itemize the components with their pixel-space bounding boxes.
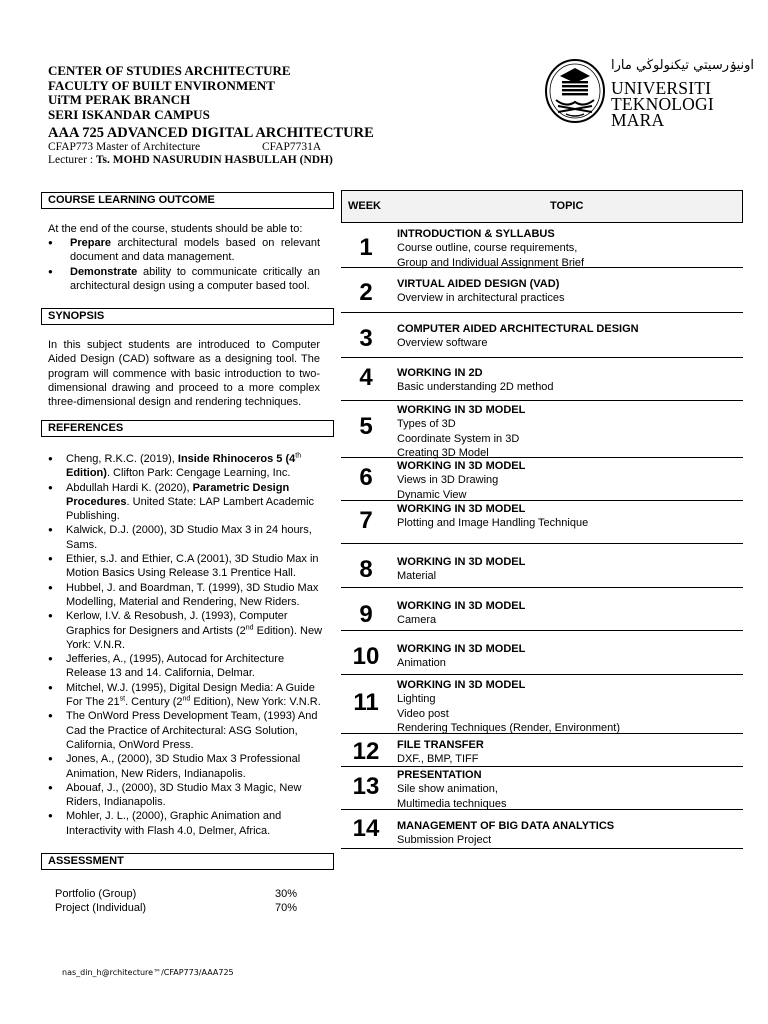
- list-item: [48, 481, 323, 524]
- topic-detail: Camera: [397, 614, 437, 627]
- topic-detail: Sile show animation,: [397, 783, 498, 796]
- week-number: 5: [359, 413, 373, 440]
- table-row: [341, 675, 743, 734]
- clo-verb: Demonstrate: [70, 265, 138, 278]
- table-row: [341, 588, 743, 631]
- week-number: 8: [359, 556, 373, 583]
- table-row: [341, 810, 743, 849]
- topic-title: WORKING IN 3D MODEL: [397, 679, 526, 691]
- week-number: 2: [359, 279, 373, 306]
- assessment-label: Portfolio (Group): [55, 888, 137, 900]
- week-number: 11: [353, 689, 379, 716]
- topic-title: WORKING IN 3D MODEL: [397, 643, 526, 655]
- logo-word: MARA: [611, 110, 665, 130]
- clo-text: architectural models based on relevant document and data management.: [70, 237, 320, 264]
- topic-cell: [397, 555, 525, 584]
- references-heading: REFERENCES: [41, 420, 334, 437]
- table-row: [341, 401, 743, 458]
- topic-title: INTRODUCTION & SYLLABUS: [397, 228, 555, 240]
- ref-text: Edition), New York: V.N.R.: [190, 696, 321, 709]
- clo-heading: COURSE LEARNING OUTCOME: [41, 192, 334, 209]
- topic-title: WORKING IN 3D MODEL: [397, 460, 526, 472]
- ref-sup: nd: [182, 695, 191, 703]
- topic-column-header: TOPIC: [550, 200, 584, 212]
- topic-title: WORKING IN 3D MODEL: [397, 600, 526, 612]
- lecturer-name: Ts. MOHD NASURUDIN HASBULLAH (NDH): [95, 154, 333, 166]
- list-item: ● Hubbel, J. and Boardman, T. (1999), 3D Studio Max Modelling, Material and Rendering, New Riders.: [48, 581, 323, 610]
- list-item: ● Ethier, s.J. and Ethier, C.A (2001), 3D Studio Max in Motion Basics Using Release 3.1 Prentice Hall.: [48, 552, 323, 581]
- topic-detail: Video post: [397, 707, 449, 720]
- weekly-schedule-table: [341, 190, 743, 849]
- assessment-percent: 30%: [275, 888, 298, 900]
- week-number: 12: [352, 738, 380, 765]
- topic-detail: Basic understanding 2D method: [397, 381, 554, 394]
- logo-word: UNIVERSITI: [611, 78, 712, 98]
- topic-detail: Rendering Techniques (Render, Environment): [397, 721, 620, 734]
- list-item: [48, 609, 323, 652]
- clo-list: [48, 236, 320, 293]
- ref-text: Mitchel, W.J. (1995), Digital Design Media: A Guide For The 21: [66, 681, 315, 709]
- topic-detail: Animation: [397, 657, 446, 670]
- table-row: [341, 358, 743, 401]
- topic-detail: Coordinate System in 3D: [397, 432, 520, 445]
- topic-title: VIRTUAL AIDED DESIGN (VAD): [397, 278, 560, 290]
- list-item: ● Jones, A., (2000), 3D Studio Max 3 Professional Animation, New Riders, Indianapolis.: [48, 752, 323, 781]
- topic-detail: Creating 3D Model: [397, 446, 489, 459]
- table-row: [341, 501, 743, 544]
- week-column-header: WEEK: [348, 200, 381, 212]
- table-row: [341, 223, 743, 268]
- list-item: ● Abouaf, J., (2000), 3D Studio Max 3 Magic, New Riders, Indianapolis.: [48, 781, 323, 810]
- table-header-row: [341, 190, 743, 223]
- ref-text: Kerlow, I.V. & Resobush, J. (1993), Computer Graphics for Designers and Artists (2: [66, 610, 288, 637]
- ref-title: Inside Rhinoceros 5 (4: [177, 453, 296, 465]
- ref-text: Abdullah Hardi K. (2020),: [66, 481, 193, 494]
- topic-title: FILE TRANSFER: [397, 739, 484, 751]
- topic-title: WORKING IN 3D MODEL: [397, 556, 526, 568]
- program-name: CFAP773 Master of Architecture: [48, 141, 201, 153]
- list-item: [48, 452, 323, 481]
- list-item: ● Jefferies, A., (1995), Autocad for Architecture Release 13 and 14. California, Delmar.: [48, 652, 323, 681]
- topic-detail: Multimedia techniques: [397, 797, 507, 810]
- topic-title: WORKING IN 3D MODEL: [397, 404, 526, 416]
- topic-detail: Overview software: [397, 337, 488, 350]
- table-row: [341, 458, 743, 501]
- clo-intro: At the end of the course, students should be able to:: [48, 223, 303, 235]
- logo-arabic-script: اونيۏرسيتي تيكنولوڬي مارا: [611, 58, 755, 73]
- ref-sup: th: [295, 452, 302, 460]
- topic-detail: Plotting and Image Handling Technique: [397, 517, 589, 530]
- topic-cell: [397, 459, 525, 502]
- topic-title: WORKING IN 3D MODEL: [397, 503, 526, 515]
- ref-sup: nd: [245, 623, 254, 631]
- table-row: [341, 767, 743, 810]
- assessment-row: [55, 901, 298, 915]
- assessment-percent: 70%: [275, 902, 298, 914]
- list-item: ● Mohler, J. L., (2000), Graphic Animation and Interactivity with Flash 4.0, Delmer, Africa.: [48, 809, 323, 838]
- topic-cell: [397, 322, 639, 351]
- clo-text: ability to communicate critically an architectural design using a computer based tool.: [70, 265, 320, 292]
- topic-detail: Material: [397, 570, 437, 583]
- topic-cell: [397, 403, 525, 460]
- topic-detail: Group and Individual Assignment Brief: [397, 256, 585, 269]
- header-line: UiTM PERAK BRANCH: [48, 92, 191, 107]
- table-row: [341, 268, 743, 313]
- topic-cell: [397, 366, 554, 395]
- week-number: 3: [359, 325, 373, 352]
- assessment-heading: ASSESSMENT: [41, 853, 334, 870]
- table-row: [341, 734, 743, 767]
- topic-detail: Overview in architectural practices: [397, 292, 565, 305]
- week-number: 9: [359, 601, 373, 628]
- week-number: 7: [359, 507, 373, 534]
- topic-detail: Course outline, course requirements,: [397, 242, 578, 255]
- program-code: CFAP7731A: [262, 141, 322, 153]
- ref-text: . United State: LAP Lambert Academic Publishing.: [66, 495, 315, 523]
- topic-title: PRESENTATION: [397, 769, 482, 781]
- topic-cell: [397, 502, 588, 531]
- logo-word: TEKNOLOGI: [611, 94, 714, 114]
- topic-detail: DXF., BMP, TIFF: [397, 753, 479, 766]
- topic-cell: [397, 599, 525, 628]
- topic-detail: Dynamic View: [397, 488, 467, 501]
- synopsis-heading: SYNOPSIS: [41, 308, 334, 325]
- topic-detail: Views in 3D Drawing: [397, 474, 499, 487]
- clo-verb: Prepare: [70, 237, 111, 249]
- topic-cell: [397, 642, 525, 671]
- week-number: 6: [359, 464, 373, 491]
- table-row: [341, 313, 743, 358]
- table-row: [341, 631, 743, 675]
- references-list: [48, 452, 323, 838]
- topic-detail: Submission Project: [397, 834, 492, 847]
- ref-text: . Century (2: [125, 696, 183, 709]
- assessment-row: [55, 887, 298, 901]
- topic-detail: Types of 3D: [397, 418, 456, 431]
- topic-cell: [397, 738, 484, 767]
- topic-title: COMPUTER AIDED ARCHITECTURAL DESIGN: [397, 323, 639, 335]
- list-item: [48, 265, 320, 294]
- topic-cell: [397, 678, 620, 735]
- lecturer-label: Lecturer :: [48, 154, 96, 166]
- ref-title: Parametric Design Procedures: [66, 481, 290, 508]
- topic-cell: [397, 768, 506, 811]
- synopsis-text: In this subject students are introduced to Computer Aided Design (CAD) software as a designing tool. The program will commence with basic introduction to two-dimensional drawing and proceed to a more complex three-dimensional design and rendering techniques.: [48, 339, 320, 409]
- topic-cell: [397, 819, 614, 848]
- header-line: CENTER OF STUDIES ARCHITECTURE: [48, 63, 291, 78]
- assessment-label: Project (Individual): [55, 902, 147, 914]
- header-line: FACULTY OF BUILT ENVIRONMENT: [48, 77, 275, 93]
- course-title: AAA 725 ADVANCED DIGITAL ARCHITECTURE: [48, 125, 374, 141]
- header-line: SERI ISKANDAR CAMPUS: [48, 106, 210, 122]
- lecturer-line: [48, 154, 528, 167]
- document-header: [48, 64, 528, 167]
- topic-cell: [397, 227, 584, 270]
- topic-detail: Lighting: [397, 693, 436, 706]
- topic-cell: [397, 277, 565, 306]
- list-item: ● Kalwick, D.J. (2000), 3D Studio Max 3 in 24 hours, Sams.: [48, 523, 323, 552]
- week-number: 4: [359, 364, 373, 391]
- ref-title: Edition): [66, 467, 107, 480]
- table-row: [341, 544, 743, 588]
- week-number: 13: [352, 773, 380, 800]
- ref-sup: st: [119, 695, 126, 703]
- topic-title: MANAGEMENT OF BIG DATA ANALYTICS: [397, 820, 615, 832]
- list-item: [48, 681, 323, 710]
- list-item: [48, 236, 320, 265]
- ref-text: Cheng, R.K.C. (2019),: [66, 453, 178, 465]
- program-line: [48, 141, 528, 154]
- topic-title: WORKING IN 2D: [397, 367, 483, 379]
- week-number: 10: [352, 643, 380, 670]
- week-number: 1: [359, 234, 373, 261]
- week-number: 14: [352, 815, 380, 842]
- footer-note: nas_din_h@rchitecture™/CFAP773/AAA725: [62, 968, 234, 977]
- ref-text: . Clifton Park: Cengage Learning, Inc.: [106, 467, 291, 480]
- ref-text: Edition). New York: V.N.R.: [66, 624, 323, 651]
- list-item: ● The OnWord Press Development Team, (1993) And Cad the Practice of Architectural: ASG Solution, California, OnWord Press.: [48, 709, 323, 752]
